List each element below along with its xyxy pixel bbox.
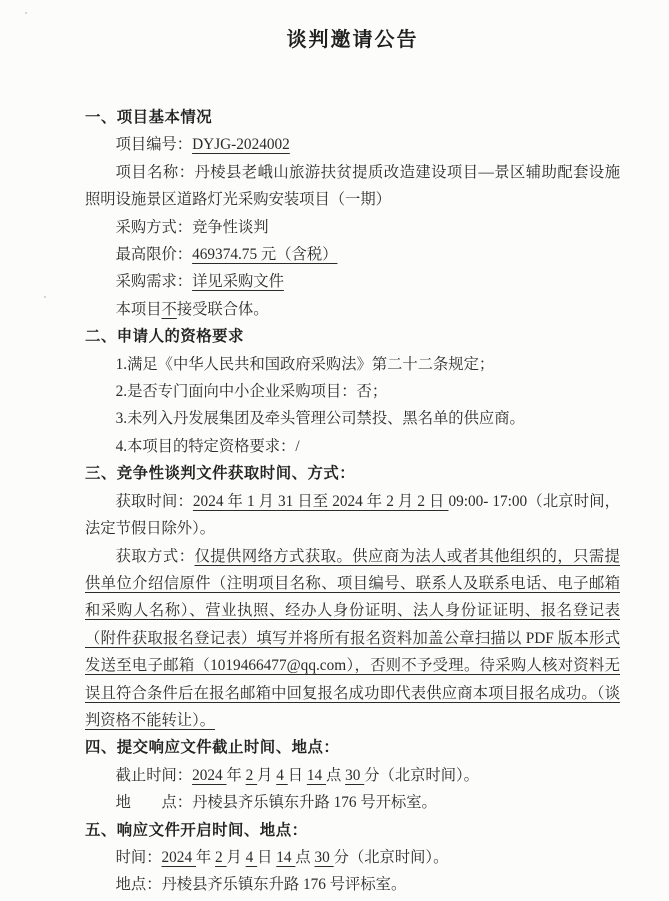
paragraph — [85, 543, 620, 735]
text-segment: 09:00- 17:00（北京时间，法定节假日除外）。 — [85, 492, 620, 538]
paragraph — [85, 488, 620, 543]
paragraph — [85, 789, 620, 816]
underlined-text: 4 — [276, 766, 288, 784]
paragraph — [85, 405, 620, 432]
underlined-text: 30 — [345, 766, 365, 784]
text-segment: 采购需求： — [115, 273, 193, 291]
section — [85, 817, 620, 899]
underlined-text: 14 — [276, 848, 296, 866]
underlined-text: 469374.75 元（含税） — [192, 246, 338, 264]
section-heading: 一、项目基本情况 — [85, 109, 213, 126]
paragraph — [85, 296, 620, 323]
underlined-text: 详见采购文件 — [192, 273, 284, 291]
text-segment: 点 — [295, 848, 315, 866]
paragraph — [85, 351, 620, 378]
text-segment: 2.是否专门面向中小企业采购项目：否； — [115, 383, 388, 401]
underlined-text: 30 — [314, 848, 334, 866]
text-segment: 地 点：丹棱县齐乐镇东升路 176 号开标室。 — [115, 794, 437, 812]
paragraph — [85, 268, 620, 295]
underlined-text: 不 — [161, 300, 177, 318]
text-segment: 月 — [257, 766, 277, 784]
underlined-text: 2024 年 1 月 31 日至 2024 年 2 月 2 日 — [192, 492, 449, 510]
text-segment: 本项目 — [115, 300, 162, 318]
underlined-text: 仅提供网络方式获取。供应商为法人或者其他组织的，只需提供单位介绍信原件（注明项目名称、项目编号、联系人及联系电话、电子邮箱和采购人名称）、营业执照、经办人身份证明、法人身份证证明、报名登记表（附件获取报名登记表）填写并将所有报名资料加盖公章扫描以 PDF 版本形式发送至电子邮箱（1019466477@qq.com），否则不予受理。待采购人核对资料无误且符合条件后在报名邮箱中回复报名成功即代表供应商本项目报名成功。（谈判资格不能转让）。 — [85, 547, 620, 729]
paragraph — [85, 378, 620, 405]
text-segment: 4.本项目的特定资格要求：/ — [115, 437, 300, 455]
underlined-text: DYJG-2024002 — [192, 136, 290, 154]
section — [85, 734, 620, 816]
section — [85, 323, 620, 460]
text-segment: 3.未列入丹发展集团及牵头管理公司禁投、黑名单的供应商。 — [115, 410, 525, 428]
text-segment: 月 — [226, 848, 246, 866]
paragraph — [85, 214, 620, 241]
underlined-text: 2024 — [192, 766, 227, 784]
text-segment: 分（北京时间）。 — [333, 848, 449, 866]
text-segment: 截止时间： — [115, 766, 193, 784]
text-segment: 1.满足《中华人民共和国政府采购法》第二十二条规定； — [115, 355, 495, 373]
scan-speckle — [44, 296, 46, 298]
underlined-text: 14 — [306, 766, 326, 784]
section-heading: 五、响应文件开启时间、地点： — [85, 821, 308, 839]
text-segment: 获取方式： — [115, 547, 195, 565]
text-segment: 最高限价： — [115, 246, 193, 264]
text-segment: 分（北京时间）。 — [364, 766, 479, 784]
text-segment: 采购方式：竞争性谈判 — [115, 218, 269, 236]
document-body — [85, 104, 620, 899]
text-segment: 点 — [325, 766, 346, 784]
paragraph — [85, 871, 620, 898]
section-heading: 二、申请人的资格要求 — [85, 328, 244, 346]
underlined-text: 2 — [245, 766, 258, 784]
text-segment: 获取时间： — [115, 492, 193, 510]
scan-speckle — [25, 12, 27, 14]
text-segment: 日 — [257, 848, 277, 866]
paragraph — [85, 433, 620, 460]
paragraph — [85, 844, 620, 871]
underlined-text: 4 — [245, 848, 258, 866]
text-segment: 年 — [226, 766, 246, 784]
paragraph — [85, 159, 620, 214]
paragraph — [85, 241, 620, 268]
underlined-text: 2024 — [161, 848, 196, 866]
section-heading: 三、竞争性谈判文件获取时间、方式： — [85, 465, 356, 483]
text-segment: 项目编号： — [115, 136, 193, 154]
paragraph — [85, 131, 620, 158]
text-segment: 接受联合体。 — [176, 300, 269, 318]
text-segment: 时间： — [115, 848, 162, 866]
section-heading: 四、提交响应文件截止时间、地点： — [85, 739, 340, 757]
page-title: 谈判邀请公告 — [286, 29, 419, 51]
underlined-text: 2 — [215, 848, 227, 866]
section — [85, 104, 620, 323]
section — [85, 460, 620, 734]
paragraph — [85, 762, 620, 789]
text-segment: 项目名称：丹棱县老峨山旅游扶贫提质改造建设项目—景区辅助配套设施照明设施景区道路灯光采购安装项目（一期） — [85, 163, 620, 209]
text-segment: 日 — [287, 766, 307, 784]
text-segment: 地点：丹棱县齐乐镇东升路 176 号评标室。 — [115, 876, 407, 894]
text-segment: 年 — [195, 848, 216, 866]
